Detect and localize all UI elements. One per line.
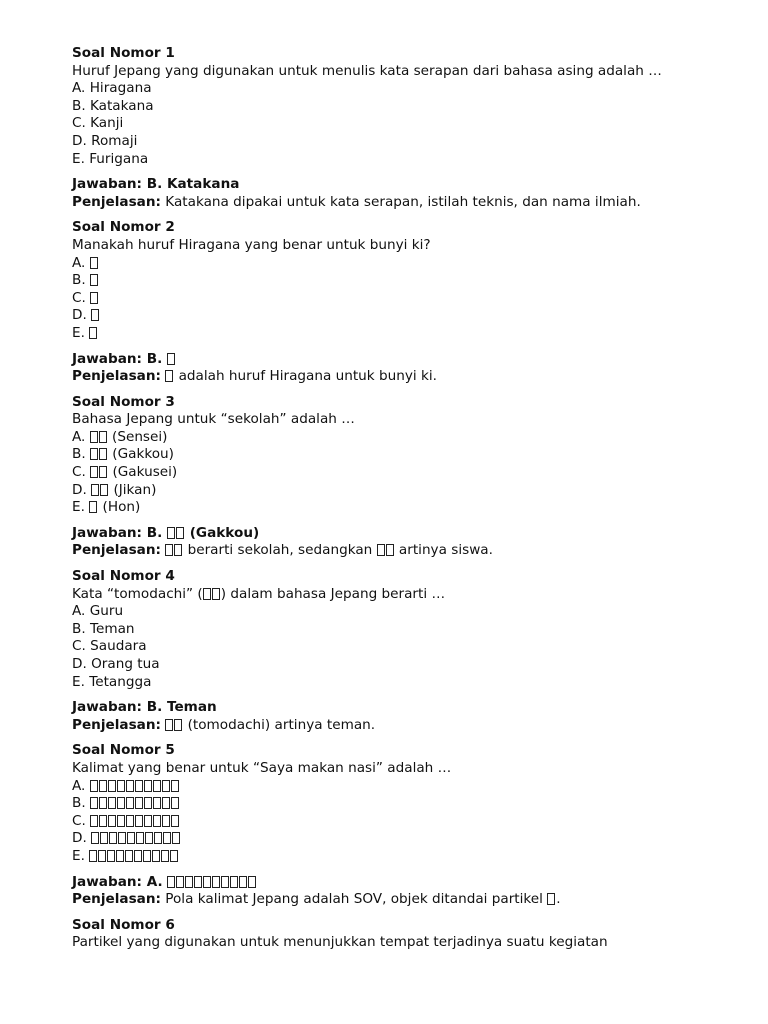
option-label: E. — [72, 847, 90, 864]
missing-glyph-icon — [90, 290, 99, 306]
option-label: D. — [72, 307, 92, 324]
missing-glyph-box — [99, 780, 107, 792]
explanation-label: Penjelasan: — [72, 891, 161, 908]
answer-label: Jawaban: — [72, 350, 142, 367]
explanation-label: Penjelasan: — [72, 193, 161, 210]
option-label: C. — [72, 812, 91, 829]
option-romaji: (Sensei) — [107, 428, 168, 445]
option-item: C. Kanji — [72, 115, 124, 132]
option-list — [72, 603, 712, 691]
missing-glyph-icon — [165, 368, 174, 384]
option-label: B. — [72, 446, 90, 463]
option-item: E. Tetangga — [72, 673, 152, 690]
option-item: B. Katakana — [72, 97, 154, 114]
question-6 — [72, 917, 712, 952]
option-label: D. — [72, 830, 92, 847]
missing-glyph-box — [174, 719, 182, 731]
missing-glyph-box — [144, 815, 152, 827]
missing-glyph-box — [118, 832, 126, 844]
missing-glyph-box — [99, 797, 107, 809]
missing-glyph-box — [163, 832, 171, 844]
answer-label: Jawaban: — [72, 873, 142, 890]
missing-glyph-box — [99, 431, 107, 443]
option-romaji: (Gakkou) — [107, 446, 174, 463]
missing-glyph-box — [135, 815, 143, 827]
option-item — [72, 830, 712, 848]
missing-glyph-box — [116, 850, 124, 862]
missing-glyph-box — [161, 850, 169, 862]
missing-glyph-box — [98, 850, 106, 862]
option-label: B. — [72, 272, 90, 289]
option-label: C. — [72, 464, 91, 481]
option-label: A. — [72, 254, 90, 271]
option-item — [72, 307, 712, 325]
missing-glyph-box — [194, 876, 202, 888]
missing-glyph-box — [212, 876, 220, 888]
explanation-label: Penjelasan: — [72, 368, 161, 385]
missing-glyph-box — [90, 431, 98, 443]
question-2 — [72, 219, 712, 385]
missing-glyph-box — [239, 876, 247, 888]
option-item: C. Saudara — [72, 638, 147, 655]
option-item: B. Teman — [72, 620, 135, 637]
missing-glyph-box — [117, 815, 125, 827]
option-item — [72, 446, 712, 464]
option-romaji: (Hon) — [98, 499, 141, 516]
missing-glyph-box — [91, 832, 99, 844]
question-5 — [72, 742, 712, 908]
answer-label: Jawaban: — [72, 699, 142, 716]
missing-glyph-box — [108, 815, 116, 827]
missing-glyph-box — [165, 719, 173, 731]
answer-line — [72, 525, 712, 543]
missing-glyph-box — [153, 797, 161, 809]
missing-glyph-box — [126, 797, 134, 809]
missing-glyph-box — [117, 797, 125, 809]
missing-glyph-box — [167, 353, 175, 365]
explanation-line — [72, 542, 712, 560]
missing-glyph-box — [203, 588, 211, 600]
missing-glyph-box — [90, 292, 98, 304]
answer-block — [72, 699, 712, 734]
question-text: Bahasa Jepang untuk “sekolah” adalah … — [72, 411, 355, 428]
missing-glyph-icon — [89, 848, 179, 864]
option-list — [72, 80, 712, 168]
missing-glyph-icon — [90, 272, 99, 288]
missing-glyph-box — [547, 893, 555, 905]
missing-glyph-box — [154, 832, 162, 844]
question-title: Soal Nomor 6 — [72, 916, 175, 933]
missing-glyph-icon — [203, 586, 221, 602]
option-item: E. Furigana — [72, 150, 149, 167]
explanation-text: Pola kalimat Jepang adalah SOV, objek ditandai partikel — [165, 891, 548, 908]
explanation-label: Penjelasan: — [72, 716, 161, 733]
explanation-tail: artinya siswa. — [394, 542, 493, 559]
question-4 — [72, 568, 712, 734]
missing-glyph-icon — [90, 429, 108, 445]
question-title: Soal Nomor 3 — [72, 393, 175, 410]
missing-glyph-box — [90, 780, 98, 792]
option-item: A. Guru — [72, 603, 124, 620]
option-item — [72, 255, 712, 273]
question-text-head: Kata “tomodachi” ( — [72, 585, 203, 602]
missing-glyph-icon — [90, 446, 108, 462]
missing-glyph-box — [386, 544, 394, 556]
missing-glyph-icon — [89, 325, 98, 341]
question-text: Huruf Jepang yang digunakan untuk menulis kata serapan dari bahasa asing adalah … — [72, 62, 662, 79]
missing-glyph-icon — [377, 542, 395, 558]
missing-glyph-box — [89, 501, 97, 513]
question-3 — [72, 394, 712, 560]
answer-label: Jawaban: — [72, 176, 142, 193]
explanation-line — [72, 717, 712, 735]
missing-glyph-box — [203, 876, 211, 888]
option-item — [72, 464, 712, 482]
missing-glyph-box — [117, 780, 125, 792]
answer-value: B. — [146, 350, 167, 367]
missing-glyph-box — [176, 876, 184, 888]
answer-block — [72, 525, 712, 560]
answer-block — [72, 351, 712, 386]
missing-glyph-box — [221, 876, 229, 888]
missing-glyph-box — [89, 327, 97, 339]
missing-glyph-box — [167, 876, 175, 888]
missing-glyph-box — [377, 544, 385, 556]
option-label: A. — [72, 777, 90, 794]
question-text: Partikel yang digunakan untuk menunjukkan tempat terjadinya suatu kegiatan — [72, 934, 608, 951]
option-romaji: (Gakusei) — [108, 464, 178, 481]
missing-glyph-box — [127, 832, 135, 844]
missing-glyph-icon — [90, 464, 108, 480]
missing-glyph-box — [153, 815, 161, 827]
answer-value: A. — [146, 873, 168, 890]
missing-glyph-box — [143, 850, 151, 862]
missing-glyph-box — [100, 832, 108, 844]
missing-glyph-box — [144, 780, 152, 792]
missing-glyph-box — [89, 850, 97, 862]
missing-glyph-box — [109, 832, 117, 844]
explanation-label: Penjelasan: — [72, 542, 161, 559]
missing-glyph-icon — [90, 778, 180, 794]
missing-glyph-icon — [91, 482, 109, 498]
missing-glyph-icon — [165, 717, 183, 733]
explanation-tail: . — [556, 891, 561, 908]
question-title: Soal Nomor 5 — [72, 742, 175, 759]
option-item — [72, 325, 712, 343]
option-item: D. Orang tua — [72, 656, 160, 672]
answer-line — [72, 699, 712, 717]
option-item — [72, 499, 712, 517]
answer-block — [72, 176, 712, 211]
missing-glyph-box — [99, 815, 107, 827]
missing-glyph-box — [90, 257, 98, 269]
missing-glyph-box — [90, 274, 98, 286]
option-romaji: (Jikan) — [109, 481, 157, 498]
missing-glyph-icon — [90, 255, 99, 271]
missing-glyph-box — [100, 484, 108, 496]
missing-glyph-box — [176, 527, 184, 539]
missing-glyph-box — [152, 850, 160, 862]
option-list — [72, 429, 712, 517]
missing-glyph-icon — [90, 813, 180, 829]
missing-glyph-box — [144, 797, 152, 809]
answer-value: B. Teman — [146, 699, 217, 716]
missing-glyph-box — [171, 815, 179, 827]
question-1 — [72, 45, 712, 211]
option-label: C. — [72, 289, 91, 306]
explanation-text: (tomodachi) artinya teman. — [183, 716, 376, 733]
missing-glyph-icon — [167, 525, 185, 541]
answer-value: B. — [146, 524, 167, 541]
missing-glyph-box — [153, 780, 161, 792]
option-item — [72, 290, 712, 308]
option-label: E. — [72, 499, 90, 516]
question-text — [72, 586, 712, 604]
answer-line — [72, 351, 712, 369]
missing-glyph-box — [212, 588, 220, 600]
missing-glyph-icon — [91, 307, 100, 323]
missing-glyph-box — [136, 832, 144, 844]
missing-glyph-box — [135, 797, 143, 809]
explanation-text: adalah huruf Hiragana untuk bunyi ki. — [174, 368, 437, 385]
missing-glyph-box — [230, 876, 238, 888]
missing-glyph-box — [162, 797, 170, 809]
missing-glyph-box — [126, 815, 134, 827]
missing-glyph-icon — [89, 499, 98, 515]
missing-glyph-box — [170, 850, 178, 862]
option-item: D. Romaji — [72, 132, 138, 149]
missing-glyph-icon — [547, 891, 556, 907]
option-item — [72, 429, 712, 447]
option-item — [72, 848, 712, 866]
answer-block — [72, 874, 712, 909]
missing-glyph-box — [248, 876, 256, 888]
question-title: Soal Nomor 1 — [72, 45, 175, 61]
missing-glyph-box — [135, 780, 143, 792]
missing-glyph-box — [165, 370, 173, 382]
option-label: B. — [72, 795, 90, 812]
missing-glyph-box — [174, 544, 182, 556]
missing-glyph-box — [108, 780, 116, 792]
missing-glyph-box — [171, 797, 179, 809]
missing-glyph-box — [99, 448, 107, 460]
missing-glyph-box — [90, 815, 98, 827]
explanation-line — [72, 891, 712, 909]
answer-value: B. Katakana — [146, 176, 240, 193]
question-text: Kalimat yang benar untuk “Saya makan nasi” adalah … — [72, 759, 452, 776]
option-item — [72, 778, 712, 796]
missing-glyph-box — [90, 466, 98, 478]
missing-glyph-box — [134, 850, 142, 862]
option-label: E. — [72, 324, 90, 341]
explanation-line — [72, 194, 712, 212]
missing-glyph-icon — [167, 351, 176, 367]
answer-line — [72, 874, 712, 892]
question-text-tail: ) dalam bahasa Jepang berarti … — [220, 585, 446, 602]
option-item — [72, 795, 712, 813]
answer-label: Jawaban: — [72, 524, 142, 541]
missing-glyph-box — [90, 797, 98, 809]
missing-glyph-box — [91, 484, 99, 496]
missing-glyph-box — [99, 466, 107, 478]
explanation-text: berarti sekolah, sedangkan — [183, 542, 377, 559]
missing-glyph-box — [185, 876, 193, 888]
option-list — [72, 255, 712, 343]
missing-glyph-box — [165, 544, 173, 556]
option-label: A. — [72, 428, 90, 445]
option-label: D. — [72, 481, 92, 498]
missing-glyph-box — [126, 780, 134, 792]
question-title: Soal Nomor 4 — [72, 568, 175, 585]
missing-glyph-icon — [165, 542, 183, 558]
missing-glyph-box — [171, 780, 179, 792]
option-item — [72, 813, 712, 831]
missing-glyph-box — [108, 797, 116, 809]
answer-line — [72, 176, 712, 194]
missing-glyph-box — [162, 780, 170, 792]
missing-glyph-icon — [90, 795, 180, 811]
answer-romaji: (Gakkou) — [184, 524, 260, 541]
missing-glyph-box — [145, 832, 153, 844]
option-item: A. Hiragana — [72, 80, 152, 97]
missing-glyph-icon — [91, 830, 181, 846]
missing-glyph-box — [125, 850, 133, 862]
missing-glyph-box — [167, 527, 175, 539]
missing-glyph-box — [162, 815, 170, 827]
option-item — [72, 272, 712, 290]
explanation-line — [72, 368, 712, 386]
missing-glyph-icon — [167, 874, 257, 890]
missing-glyph-box — [91, 309, 99, 321]
missing-glyph-box — [107, 850, 115, 862]
option-list — [72, 778, 712, 866]
option-item — [72, 482, 712, 500]
explanation-text: Katakana dipakai untuk kata serapan, istilah teknis, dan nama ilmiah. — [165, 193, 641, 210]
question-title: Soal Nomor 2 — [72, 219, 175, 236]
question-text: Manakah huruf Hiragana yang benar untuk bunyi ki? — [72, 236, 431, 253]
missing-glyph-box — [90, 448, 98, 460]
missing-glyph-box — [172, 832, 180, 844]
